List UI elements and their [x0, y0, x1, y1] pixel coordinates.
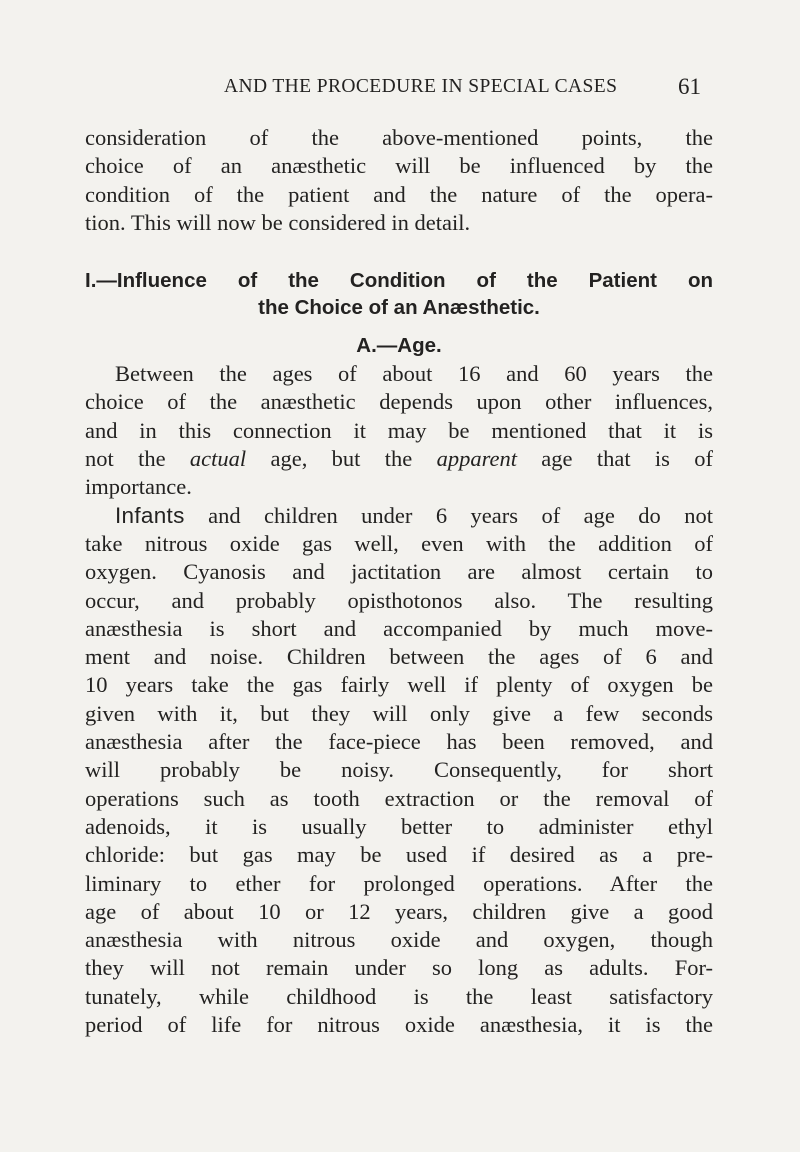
- text-line: anæsthesia is short and accompanied by much move-: [85, 615, 713, 641]
- italic-actual: actual: [189, 446, 247, 472]
- text-line: ment and noise. Children between the ages of 6 and: [85, 644, 713, 670]
- text-line: occur, and probably opisthotonos also. The resulting: [85, 587, 713, 613]
- italic-apparent: apparent: [436, 446, 517, 472]
- text-segment: age, but the: [246, 446, 437, 472]
- text-line: anæsthesia after the face-piece has been removed, and: [85, 729, 713, 755]
- text-line: take nitrous oxide gas well, even with the addition of: [85, 530, 713, 556]
- text-line: liminary to ether for prolonged operations. After the: [85, 870, 713, 896]
- text-line: 10 years take the gas fairly well if plenty of oxygen be: [85, 672, 713, 698]
- text-line: period of life for nitrous oxide anæsthesia, it is the: [85, 1012, 713, 1038]
- text-line: tion. This will now be considered in detail.: [85, 209, 471, 235]
- page-body: [85, 124, 713, 1039]
- section-heading-line: I.—Influence of the Condition of the Patient on: [85, 269, 713, 293]
- text-line: tunately, while childhood is the least satisfactory: [85, 983, 713, 1009]
- page-header: [0, 74, 800, 110]
- running-head: AND THE PROCEDURE IN SPECIAL CASES: [224, 76, 618, 97]
- text-segment: and children under 6 years of age do not: [184, 502, 713, 528]
- age-paragraph: [85, 360, 713, 501]
- intro-paragraph: [85, 124, 713, 237]
- section-heading-line: the Choice of an Anæsthetic.: [258, 296, 540, 320]
- text-line: age of about 10 or 12 years, children give a good: [85, 898, 713, 924]
- text-line: anæsthesia with nitrous oxide and oxygen, though: [85, 927, 713, 953]
- text-line: [85, 445, 713, 473]
- text-segment: not the: [85, 446, 190, 472]
- text-line: adenoids, it is usually better to administer ethyl: [85, 813, 713, 839]
- section-heading: [85, 267, 713, 321]
- text-line: given with it, but they will only give a few seconds: [85, 700, 713, 726]
- text-segment: age that is of: [516, 446, 714, 472]
- infants-paragraph: [85, 502, 713, 1040]
- text-line: choice of the anæsthetic depends upon other influences,: [85, 389, 713, 415]
- text-line: operations such as tooth extraction or the removal of: [85, 785, 713, 811]
- text-line: and in this connection it may be mentioned that it is: [85, 417, 713, 443]
- text-line: importance.: [85, 474, 192, 500]
- text-line: Between the ages of about 16 and 60 years the: [115, 361, 713, 387]
- page-number: 61: [678, 74, 701, 99]
- text-line: condition of the patient and the nature of the opera-: [85, 181, 713, 207]
- text-line: oxygen. Cyanosis and jactitation are almost certain to: [85, 559, 713, 585]
- lead-word: Infants: [115, 502, 185, 528]
- text-line: will probably be noisy. Consequently, for short: [85, 757, 713, 783]
- text-line: choice of an anæsthetic will be influenced by the: [85, 153, 713, 179]
- subheading-age: A.—Age.: [356, 334, 442, 358]
- text-line: consideration of the above-mentioned points, the: [85, 125, 713, 150]
- text-line: they will not remain under so long as adults. For-: [85, 955, 713, 981]
- text-line: [85, 502, 713, 530]
- text-line: chloride: but gas may be used if desired as a pre-: [85, 842, 713, 868]
